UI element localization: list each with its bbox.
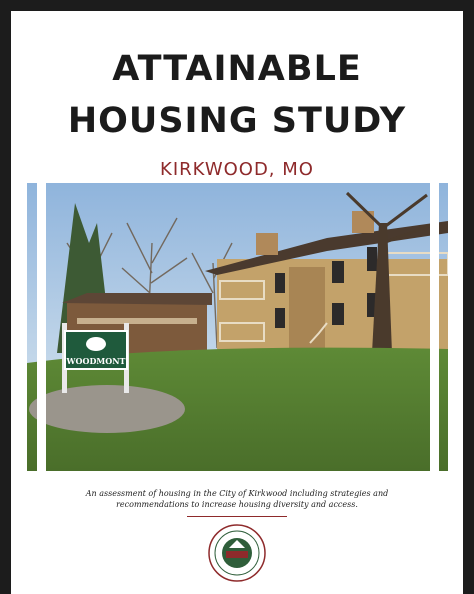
subtitle: KIRKWOOD, MO [160, 159, 314, 180]
cover-photo [27, 183, 448, 471]
sign-text: WOODMONT [66, 356, 126, 366]
kirkwood-seal-logo [208, 524, 266, 582]
title-line-2: HOUSING STUDY [67, 101, 407, 141]
cover-page [11, 11, 463, 594]
frame-bar-left [37, 183, 46, 471]
cover-caption: An assessment of housing in the City of Kirkwood including strategies and recommendations to increase housing diversity and access. [85, 489, 389, 509]
title-line-1: ATTAINABLE [112, 49, 362, 89]
frame-bar-right [430, 183, 439, 471]
caption-divider [187, 516, 287, 517]
gravel-bed [29, 385, 185, 433]
